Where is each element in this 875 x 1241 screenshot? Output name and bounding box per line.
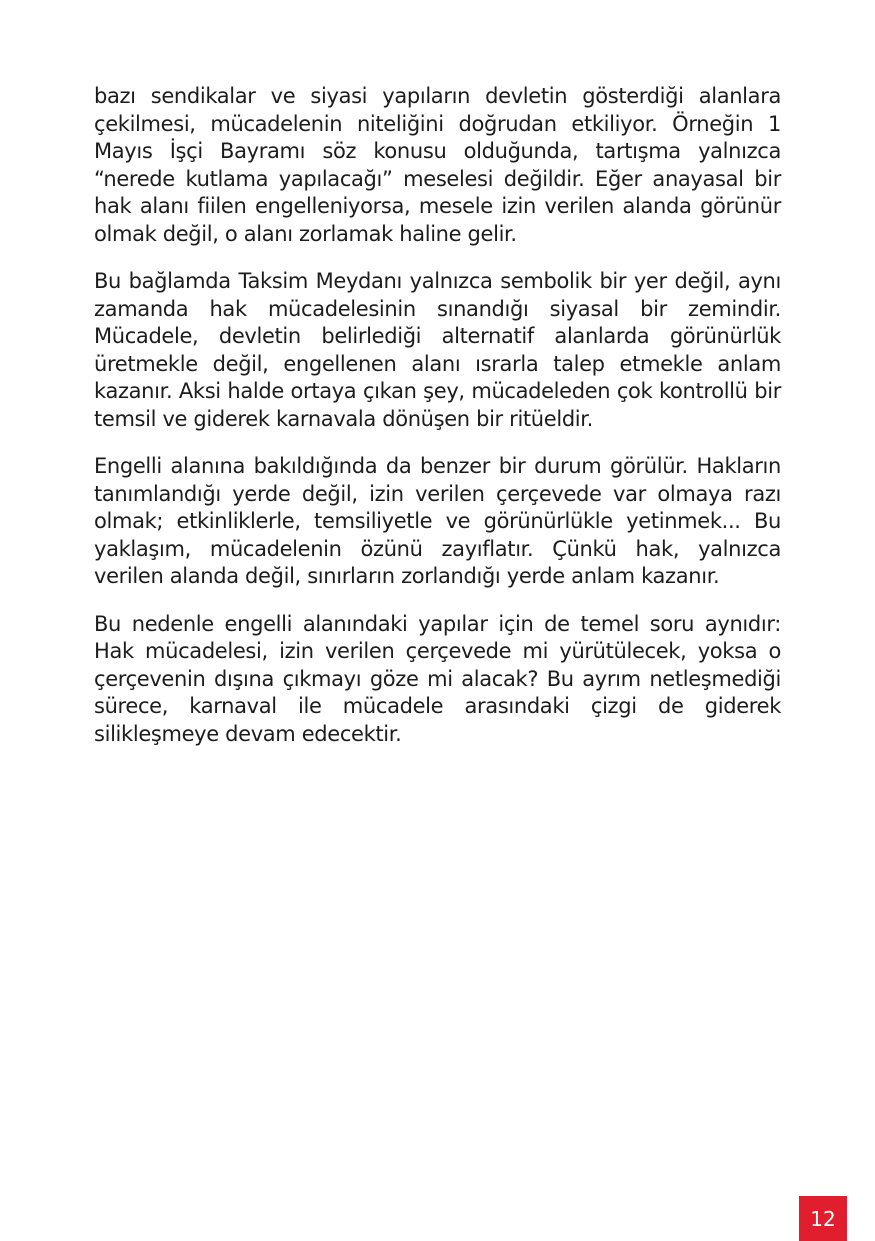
page-body	[94, 83, 781, 768]
paragraph-1: bazı sendikalar ve siyasi yapıların devletin gösterdiği alanlara çekilmesi, mücadelenin niteliğini doğrudan etkiliyor. Örneğin 1 Mayıs İşçi Bayramı söz konusu olduğunda, tartışma yalnızca “nerede kutlama yapılacağı” meselesi değildir. Eğer anayasal bir hak alanı fiilen engelleniyorsa, mesele izin verilen alanda görünür olmak değil, o alanı zorlamak haline gelir.	[94, 84, 781, 246]
paragraph-3: Engelli alanına bakıldığında da benzer bir durum görülür. Hakların tanımlandığı yerde değil, izin verilen çerçevede var olmaya razı olmak; etkinliklerle, temsiliyetle ve görünürlükle yetinmek... Bu yaklaşım, mücadelenin özünü zayıflatır. Çünkü hak, yalnızca verilen alanda değil, sınırların zorlandığı yerde anlam kazanır.	[94, 454, 781, 588]
paragraph-4: Bu nedenle engelli alanındaki yapılar için de temel soru aynıdır: Hak mücadelesi, izin verilen çerçevede mi yürütülecek, yoksa o çerçevenin dışına çıkmayı göze mi alacak? Bu ayrım netleşmediği sürece, karnaval ile mücadele arasındaki çizgi de giderek silikleşmeye devam edecektir.	[94, 611, 781, 746]
page-number-badge: 12	[799, 1196, 847, 1241]
paragraph-2: Bu bağlamda Taksim Meydanı yalnızca sembolik bir yer değil, aynı zamanda hak mücadelesinin sınandığı siyasal bir zemindir. Mücadele, devletin belirlediği alternatif alanlarda görünürlük üretmekle değil, engellenen alanı ısrarla talep etmekle anlam kazanır. Aksi halde ortaya çıkan şey, mücadeleden çok kontrollü bir temsil ve giderek karnavala dönüşen bir ritüeldir.	[94, 269, 781, 431]
